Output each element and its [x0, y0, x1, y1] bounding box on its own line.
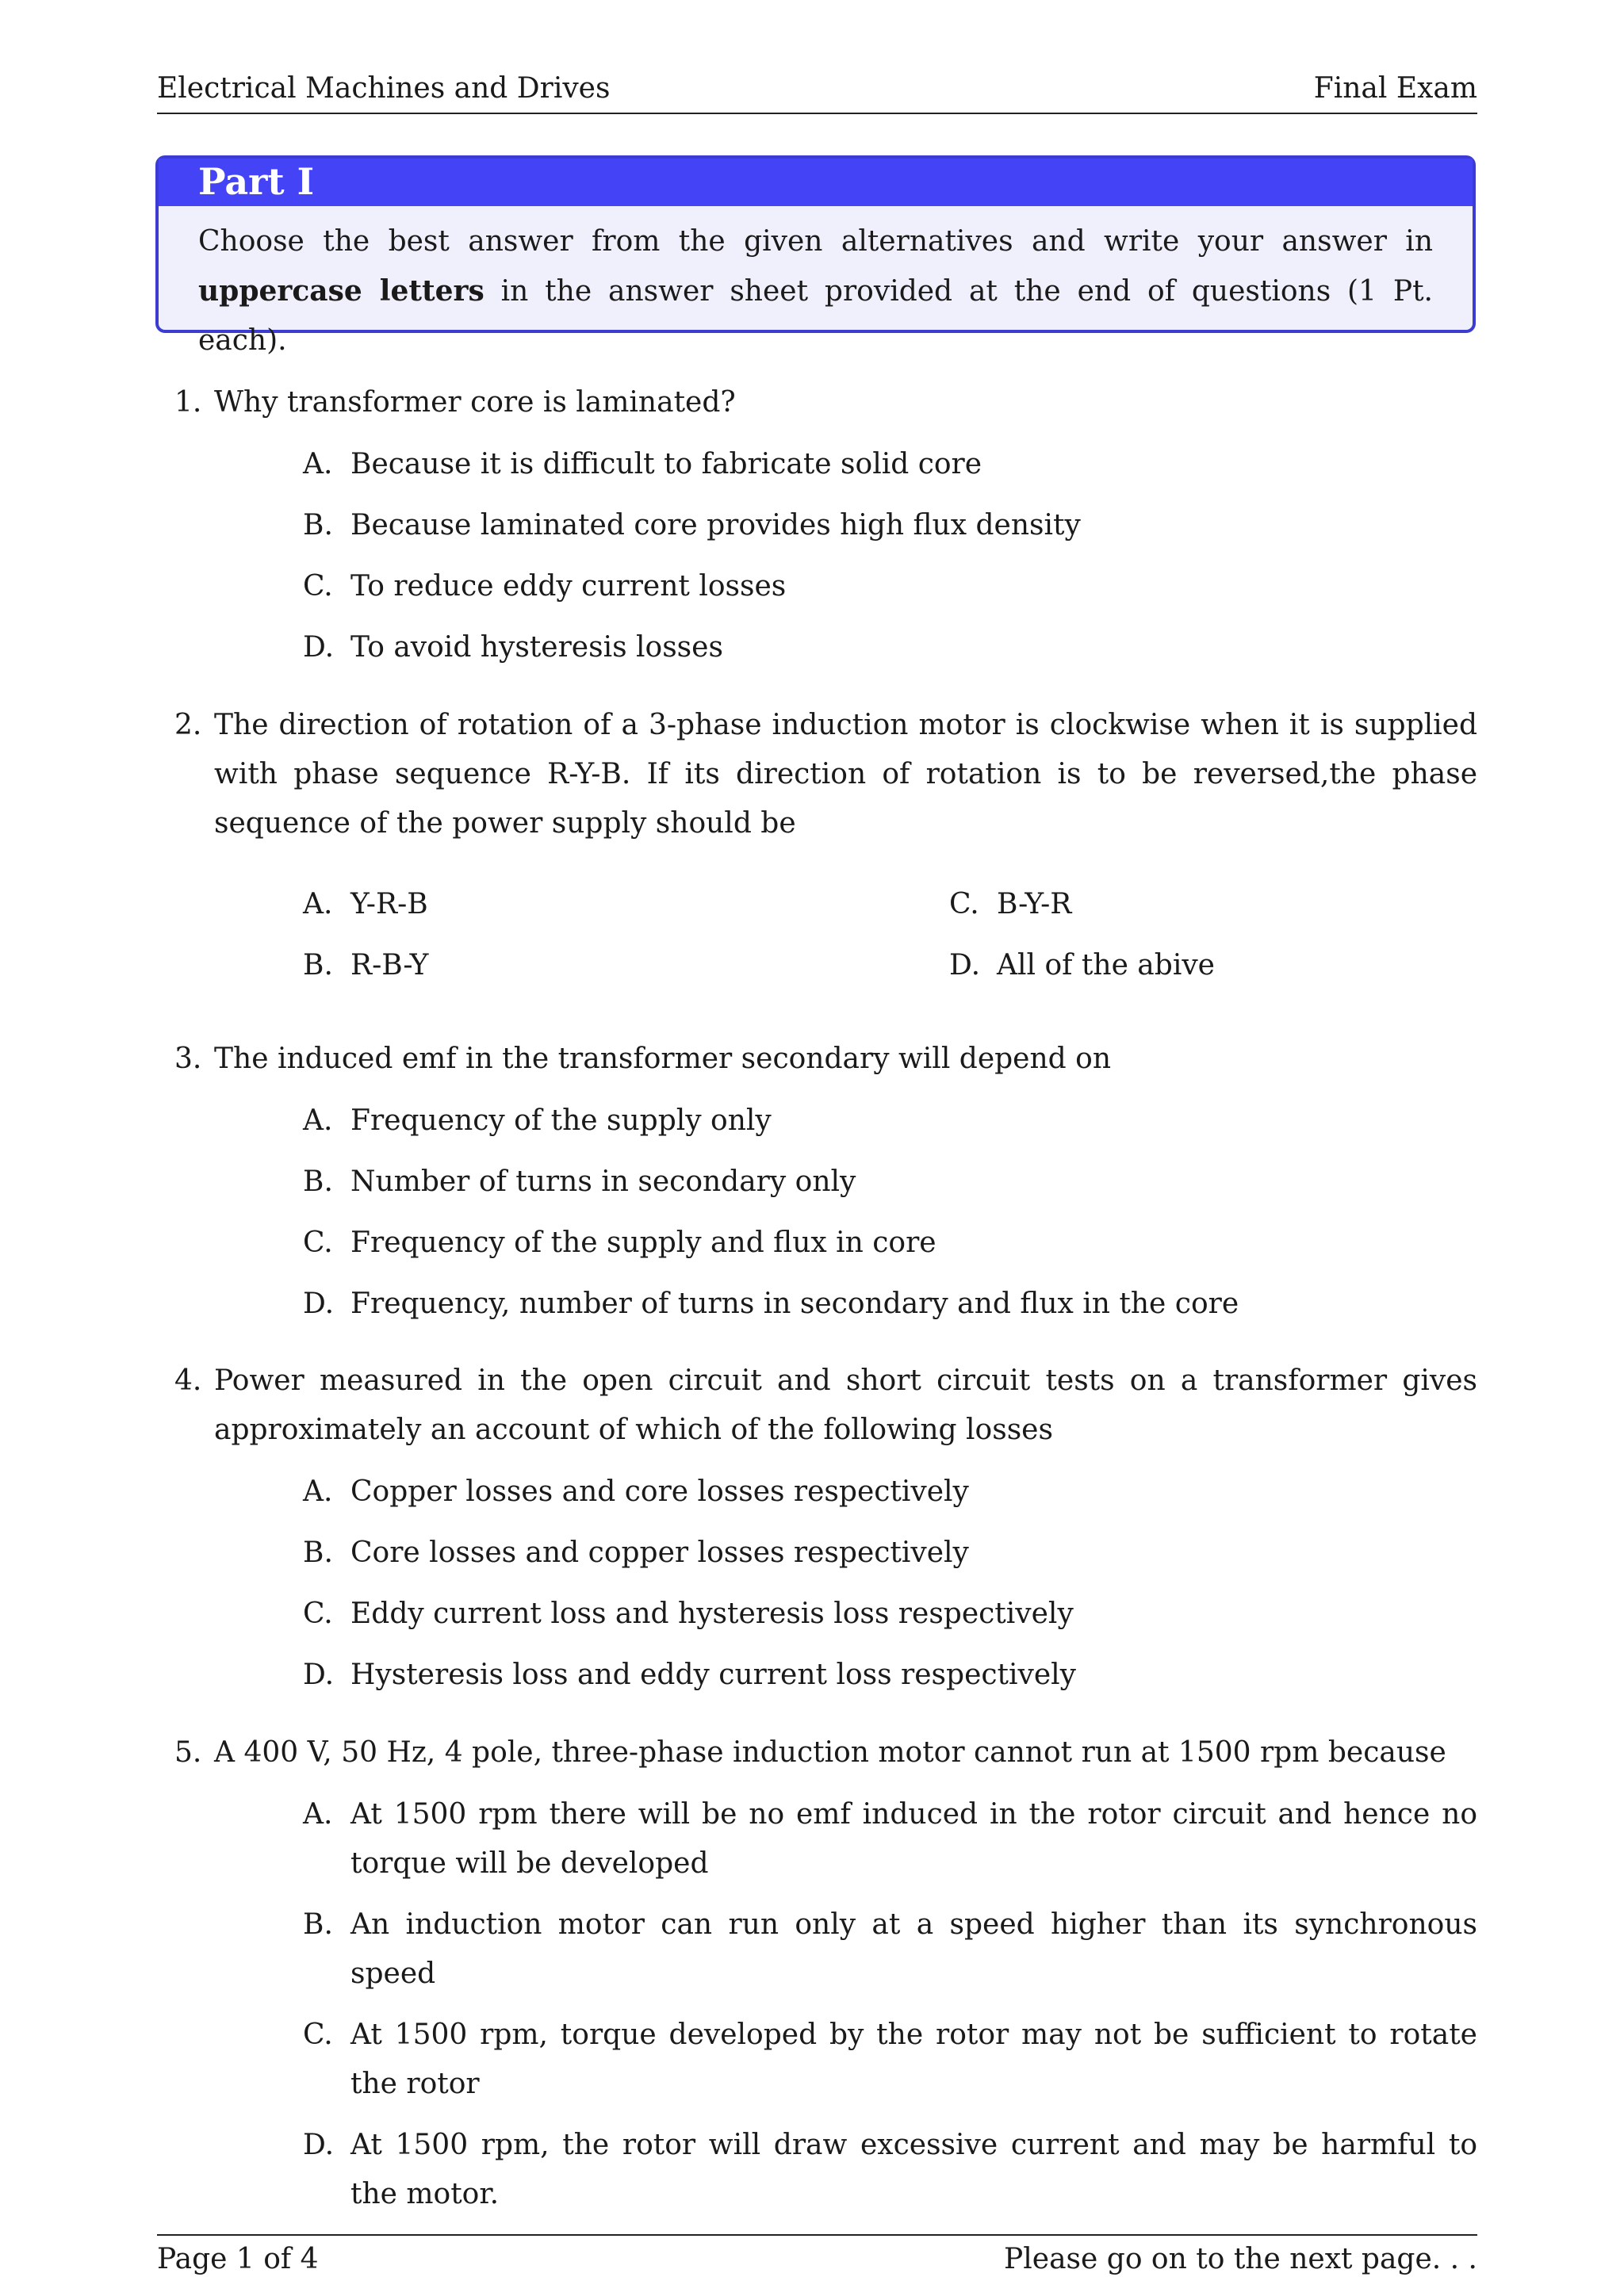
question-number: 1. — [174, 386, 202, 419]
option-b — [303, 1158, 1477, 1207]
page-footer — [157, 2234, 1477, 2282]
option-d — [303, 2121, 1477, 2219]
option-text: An induction motor can run only at a speed higher than its synchronous speed — [350, 1908, 1477, 1990]
option-letter: B. — [303, 1536, 333, 1569]
option-letter: C. — [303, 2019, 333, 2051]
option-letter: B. — [303, 949, 333, 982]
option-text: R-B-Y — [350, 949, 429, 982]
option-text: Because it is difficult to fabricate solid core — [350, 448, 982, 480]
options-list — [303, 1790, 1477, 2219]
option-b — [303, 941, 949, 990]
options-list — [303, 1468, 1477, 1700]
option-b — [303, 501, 1477, 550]
instruction-emphasis: uppercase letters — [198, 274, 485, 308]
option-text: At 1500 rpm, the rotor will draw excessive current and may be harmful to the motor. — [350, 2129, 1477, 2210]
instruction-text-end: in the answer sheet provided at the end of questions (1 Pt. each). — [198, 275, 1433, 357]
option-letter: A. — [303, 888, 333, 920]
question-text: The induced emf in the transformer secondary will depend on — [214, 1043, 1112, 1075]
option-text: Number of turns in secondary only — [350, 1165, 856, 1198]
option-letter: D. — [949, 949, 981, 982]
question-number: 3. — [174, 1043, 202, 1075]
part-instructions — [159, 206, 1473, 365]
option-d — [303, 623, 1477, 672]
option-letter: B. — [303, 509, 333, 541]
option-text: Y-R-B — [350, 888, 428, 920]
option-d — [303, 1280, 1477, 1329]
question-2 — [174, 701, 1477, 990]
option-text: Frequency of the supply and flux in core — [350, 1226, 936, 1259]
option-b — [303, 1529, 1477, 1578]
options-list — [303, 440, 1477, 672]
question-number: 4. — [174, 1364, 202, 1397]
option-text: To avoid hysteresis losses — [350, 631, 723, 664]
option-b — [303, 1900, 1477, 1999]
option-letter: A. — [303, 1798, 333, 1831]
part-title: Part I — [159, 159, 1473, 206]
question-number: 2. — [174, 709, 202, 741]
option-text: Frequency of the supply only — [350, 1104, 772, 1137]
instruction-text: Choose the best answer from the given alternatives and write your answer in — [198, 225, 1433, 258]
option-letter: D. — [303, 631, 335, 664]
exam-title: Final Exam — [1313, 72, 1477, 105]
option-letter: A. — [303, 448, 333, 480]
question-1 — [174, 378, 1477, 684]
options-grid — [303, 880, 1477, 990]
option-a — [303, 1790, 1477, 1888]
option-c — [303, 1219, 1477, 1268]
option-a — [303, 1468, 1477, 1517]
option-a — [303, 1096, 1477, 1146]
question-number: 5. — [174, 1736, 202, 1769]
page-header — [157, 67, 1477, 114]
option-text: All of the abive — [997, 949, 1215, 982]
option-letter: A. — [303, 1104, 333, 1137]
question-3 — [174, 1035, 1477, 1341]
option-text: Frequency, number of turns in secondary and flux in the core — [350, 1288, 1239, 1320]
option-d — [949, 941, 1477, 990]
option-letter: C. — [303, 1598, 333, 1630]
option-d — [303, 1651, 1477, 1700]
option-letter: C. — [303, 570, 333, 603]
option-text: Hysteresis loss and eddy current loss respectively — [350, 1659, 1077, 1691]
option-letter: A. — [303, 1475, 333, 1508]
question-4 — [174, 1357, 1477, 1712]
option-text: At 1500 rpm, torque developed by the rotor may not be sufficient to rotate the rotor — [350, 2019, 1477, 2100]
part-instructions-box — [155, 155, 1476, 357]
page-number: Page 1 of 4 — [157, 2243, 319, 2275]
option-a — [303, 880, 949, 929]
option-letter: C. — [303, 1226, 333, 1259]
option-c — [949, 880, 1477, 929]
options-list — [303, 1096, 1477, 1329]
option-letter: D. — [303, 1288, 335, 1320]
question-text: Power measured in the open circuit and short circuit tests on a transformer gives approximately an account of which of the following losses — [214, 1364, 1477, 1446]
option-letter: B. — [303, 1165, 333, 1198]
option-text: Eddy current loss and hysteresis loss respectively — [350, 1598, 1074, 1630]
option-a — [303, 440, 1477, 489]
option-letter: B. — [303, 1908, 333, 1941]
option-text: At 1500 rpm there will be no emf induced in the rotor circuit and hence no torque will be developed — [350, 1798, 1477, 1880]
option-text: Because laminated core provides high flux density — [350, 509, 1081, 541]
question-text: The direction of rotation of a 3-phase induction motor is clockwise when it is supplied with phase sequence R-Y-B. If its direction of rotation is to be reversed,the phase sequence of the power supply should be — [214, 709, 1477, 840]
option-c — [303, 1590, 1477, 1639]
option-c — [303, 562, 1477, 611]
option-letter: D. — [303, 1659, 335, 1691]
option-text: B-Y-R — [997, 888, 1072, 920]
question-text: Why transformer core is laminated? — [214, 386, 736, 419]
option-text: Core losses and copper losses respectively — [350, 1536, 969, 1569]
question-text: A 400 V, 50 Hz, 4 pole, three-phase induction motor cannot run at 1500 rpm because — [214, 1736, 1446, 1769]
option-c — [303, 2011, 1477, 2109]
course-title: Electrical Machines and Drives — [157, 72, 611, 105]
option-text: Copper losses and core losses respectively — [350, 1475, 969, 1508]
option-letter: D. — [303, 2129, 335, 2161]
option-text: To reduce eddy current losses — [350, 570, 787, 603]
next-page-note: Please go on to the next page. . . — [1004, 2243, 1477, 2275]
option-letter: C. — [949, 888, 979, 920]
question-5 — [174, 1728, 1477, 2231]
